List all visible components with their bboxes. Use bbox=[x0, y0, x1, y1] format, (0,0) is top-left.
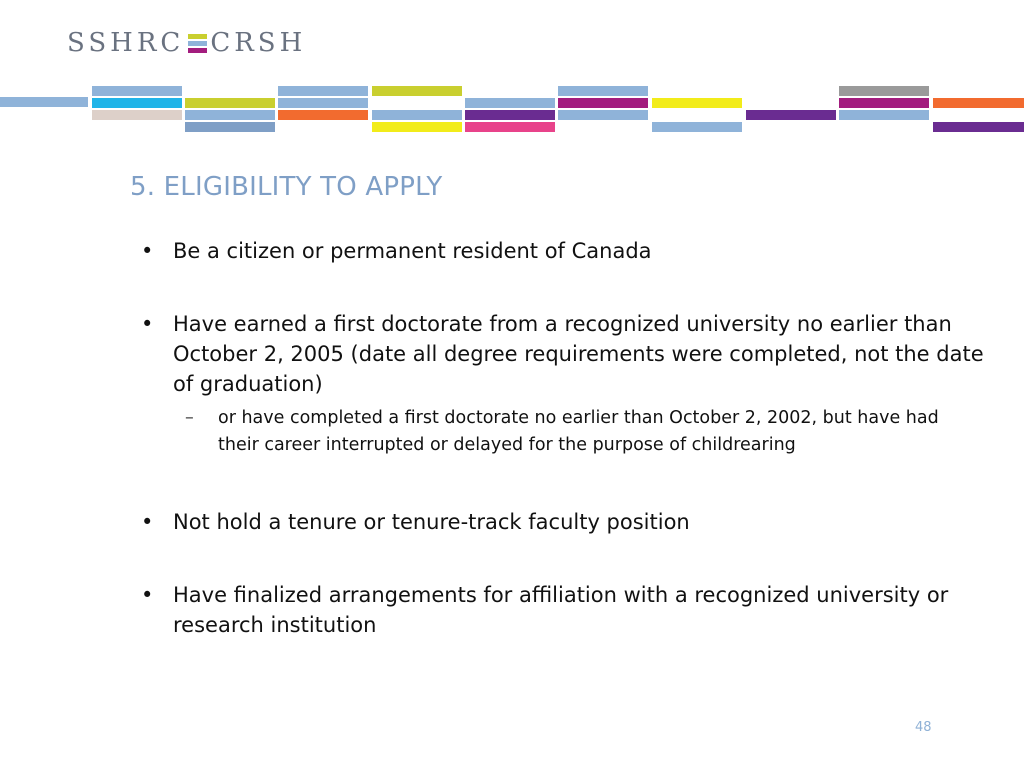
slide-title: 5. ELIGIBILITY TO APPLY bbox=[130, 172, 443, 202]
band-segment bbox=[839, 110, 929, 120]
band-segment bbox=[558, 98, 648, 108]
sub-bullet-text: or have completed a first doctorate no earlier than October 2, 2002, but have had their career interrupted or delayed for the purpose of childrearing bbox=[218, 408, 939, 455]
band-segment bbox=[278, 98, 368, 108]
band-segment bbox=[185, 98, 275, 108]
bullet-marker: • bbox=[141, 312, 154, 336]
band-segment bbox=[372, 122, 462, 132]
bullet-item-tenure bbox=[135, 507, 985, 537]
band-segment bbox=[278, 110, 368, 120]
bullet-item-citizenship bbox=[135, 236, 985, 266]
band-segment bbox=[652, 122, 742, 132]
bullet-item-affiliation bbox=[135, 580, 985, 640]
sub-bullet-marker: – bbox=[185, 408, 194, 428]
band-segment bbox=[839, 98, 929, 108]
decorative-color-band bbox=[0, 0, 1024, 140]
band-segment bbox=[558, 110, 648, 120]
band-segment bbox=[278, 86, 368, 96]
band-segment bbox=[0, 97, 88, 107]
sub-bullet-item-childrearing bbox=[173, 405, 985, 459]
bullet-marker: • bbox=[141, 510, 154, 534]
band-segment bbox=[92, 110, 182, 120]
band-segment bbox=[185, 122, 275, 132]
band-segment bbox=[465, 122, 555, 132]
band-segment bbox=[839, 86, 929, 96]
band-segment bbox=[746, 110, 836, 120]
band-segment bbox=[372, 86, 462, 96]
bullet-text: Have finalized arrangements for affiliation with a recognized university or research institution bbox=[173, 583, 949, 637]
bullet-text: Be a citizen or permanent resident of Canada bbox=[173, 239, 652, 263]
bullet-text: Not hold a tenure or tenure-track faculty position bbox=[173, 510, 690, 534]
band-segment bbox=[185, 110, 275, 120]
bullet-marker: • bbox=[141, 239, 154, 263]
bullet-text: Have earned a first doctorate from a recognized university no earlier than October 2, 2005 (date all degree requirements were completed, not the date of graduation) bbox=[173, 312, 984, 396]
slide-content bbox=[135, 236, 985, 640]
band-segment bbox=[465, 98, 555, 108]
band-segment bbox=[652, 98, 742, 108]
band-segment bbox=[933, 98, 1024, 108]
band-segment bbox=[465, 110, 555, 120]
band-segment bbox=[372, 110, 462, 120]
band-segment bbox=[558, 86, 648, 96]
bullet-item-doctorate bbox=[135, 309, 985, 399]
band-segment bbox=[92, 86, 182, 96]
band-segment bbox=[92, 98, 182, 108]
logo-text-sshrc: SSHRC bbox=[67, 28, 185, 58]
logo-text-crsh: CRSH bbox=[210, 28, 307, 58]
bullet-marker: • bbox=[141, 583, 154, 607]
page-number: 48 bbox=[915, 720, 932, 735]
band-segment bbox=[933, 122, 1024, 132]
